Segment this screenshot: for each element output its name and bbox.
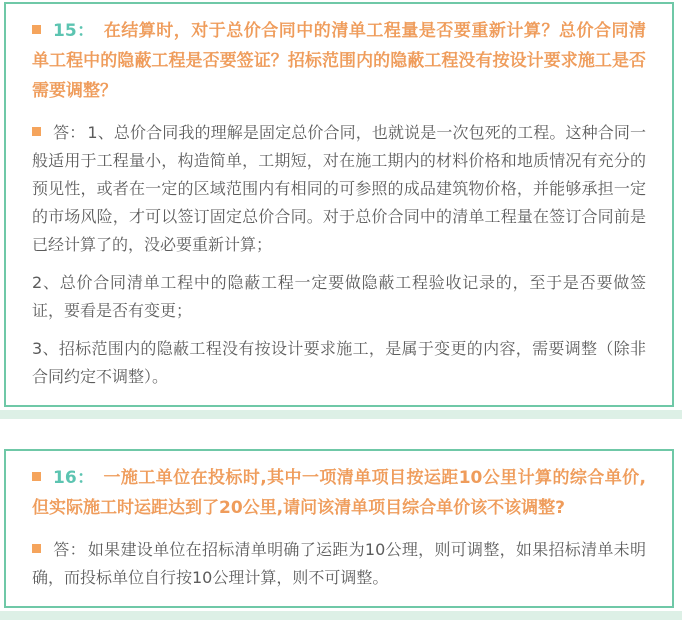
answer-text: 1、总价合同我的理解是固定总价合同，也就说是一次包死的工程。这种合同一般适用于工程量小，构造简单，工期短，对在施工期内的材料价格和地质情况有充分的预见性，或者在一定的区域范围内有相同的可参照的成品建筑物价格，并能够承担一定的市场风险，才可以签订固定总价合同。对于总价合同中的清单工程量在签订合同前是已经计算了的，没必要重新计算； [32,123,646,254]
question-15 [32,16,646,106]
question-number: 15： [53,21,95,41]
answer-paragraph [32,119,646,259]
answer-paragraph: 2、总价合同清单工程中的隐蔽工程一定要做隐蔽工程验收记录的，至于是否要做签证，要看是否有变更； [32,273,646,320]
question-text: 在结算时，对于总价合同中的清单工程量是否要重新计算？总价合同清单工程中的隐蔽工程是否要签证？招标范围内的隐蔽工程没有按设计要求施工是否需要调整？ [32,21,646,101]
bullet-square-icon [32,25,41,34]
card-shadow-strip [0,410,682,419]
answer-prefix: 答： [53,123,86,142]
bullet-square-icon [32,127,41,136]
bullet-square-icon [32,544,41,553]
question-number: 16： [53,468,95,488]
qa-card-16 [4,449,674,608]
answer-text: 如果建设单位在招标清单明确了运距为10公理，则可调整，如果招标清单未明确，而投标单位自行按10公理计算，则不可调整。 [32,540,646,587]
card-gap [0,419,682,449]
bullet-square-icon [32,472,41,481]
answer-paragraph: 3、招标范围内的隐蔽工程没有按设计要求施工，是属于变更的内容，需要调整（除非合同约定不调整）。 [32,339,646,386]
answer-paragraph [32,536,646,592]
answer-prefix: 答： [53,540,86,559]
card-shadow-strip [0,611,682,620]
question-16 [32,463,646,523]
qa-card-15 [4,2,674,407]
question-text: 一施工单位在投标时,其中一项清单项目按运距10公里计算的综合单价,但实际施工时运距达到了20公里,请问该清单项目综合单价该不该调整? [32,468,646,518]
